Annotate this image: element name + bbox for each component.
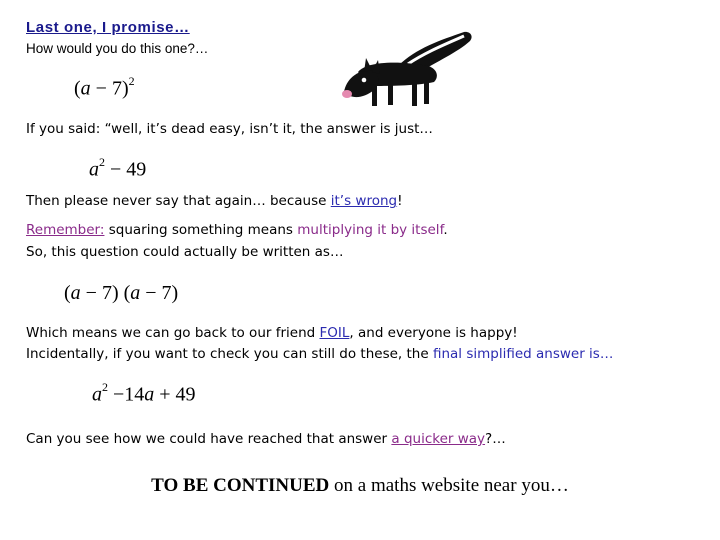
subtitle: How would you do this one?… <box>26 41 209 56</box>
highlight-final-answer: final simplified answer is… <box>432 346 614 362</box>
link-quicker-way[interactable]: a quicker way <box>391 431 486 447</box>
expression-product: (a − 7) (a − 7) <box>64 282 179 304</box>
expression-a-minus-7-squared: $(a - 7)^2$ <box>74 74 135 100</box>
line-remember: Remember: squaring something means multiplying it by itself. <box>26 222 448 238</box>
footer-to-be-continued: TO BE CONTINUED on a maths website near you… <box>151 475 569 496</box>
line-then: Then please never say that again… because it’s wrong! <box>26 193 403 209</box>
link-its-wrong[interactable]: it’s wrong <box>330 193 398 209</box>
page-title: Last one, I promise… <box>26 19 190 36</box>
link-foil[interactable]: FOIL <box>319 325 350 341</box>
line-so: So, this question could actually be written as… <box>26 244 344 260</box>
expression-a-squared-minus-49: $a^2 - 49$ <box>89 155 147 181</box>
skunk-illustration <box>336 28 486 118</box>
line-incidentally: Incidentally, if you want to check you can still do these, the final simplified answer is… <box>26 346 614 362</box>
line-if-you-said: If you said: “well, it’s dead easy, isn’t it, the answer is just… <box>26 121 433 137</box>
expression-expanded: $a^2 -14a + 49$ <box>92 380 196 406</box>
line-can-you-see: Can you see how we could have reached that answer a quicker way?… <box>26 431 506 447</box>
link-remember[interactable]: Remember: <box>26 222 105 238</box>
highlight-multiplying: multiplying it by itself <box>297 222 444 238</box>
line-which-means: Which means we can go back to our friend FOIL, and everyone is happy! <box>26 325 518 341</box>
